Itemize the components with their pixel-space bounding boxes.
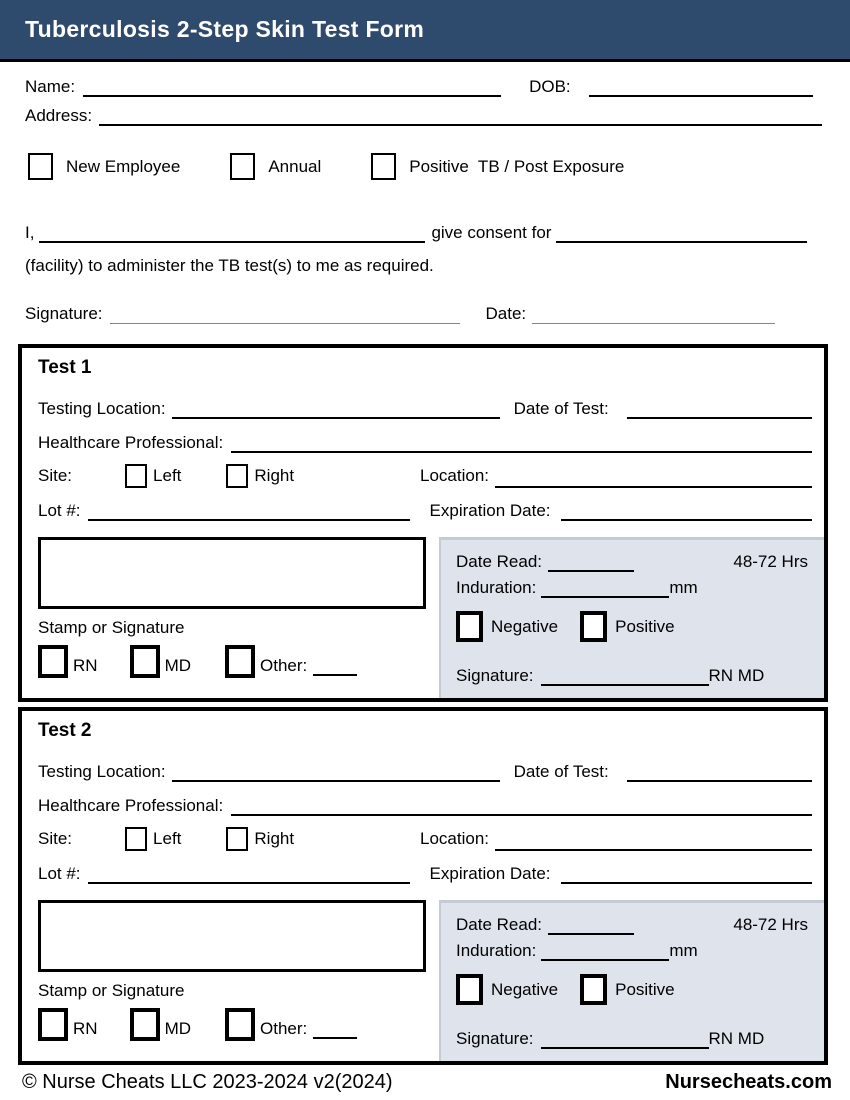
- test-1-date-of-test-line[interactable]: [627, 401, 812, 419]
- test-2-read-panel: [439, 900, 824, 1061]
- test-2-site-group: [38, 827, 420, 851]
- expiration-date-label: Expiration Date:: [429, 501, 551, 520]
- lot-number-label: Lot #:: [38, 501, 81, 520]
- test-2-testing-location-line[interactable]: [172, 764, 500, 782]
- test-1-expiration-date-line[interactable]: [561, 503, 813, 521]
- test-2-healthcare-professional-line[interactable]: [231, 798, 812, 816]
- reason-new-employee: [28, 153, 180, 180]
- test-2-testing-location-row: [22, 762, 824, 782]
- test-2-induration-row: [456, 941, 812, 961]
- test-1-negative-checkbox[interactable]: [456, 611, 483, 642]
- test-1-lot-row: [22, 501, 824, 521]
- positive-tb-checkbox[interactable]: [371, 153, 396, 180]
- test-2-date-of-test-line[interactable]: [627, 764, 812, 782]
- test-1-induration-row: [456, 578, 812, 598]
- test-1-testing-location-line[interactable]: [172, 401, 500, 419]
- footer: [0, 1071, 850, 1094]
- test-2-date-read-line[interactable]: [548, 920, 634, 935]
- name-input-line[interactable]: [83, 79, 501, 97]
- date-read-label: Date Read:: [456, 915, 542, 934]
- test-1-site-left-checkbox[interactable]: [125, 464, 147, 488]
- dob-input-line[interactable]: [589, 79, 813, 97]
- test-2-md-checkbox[interactable]: [130, 1008, 160, 1041]
- testing-location-label: Testing Location:: [38, 762, 166, 781]
- test-2-site-left-checkbox[interactable]: [125, 827, 147, 851]
- test-1-result-row: [456, 611, 812, 642]
- new-employee-label: New Employee: [66, 156, 181, 176]
- site-left-label: Left: [153, 466, 182, 485]
- date-of-test-label: Date of Test:: [513, 762, 609, 781]
- test-2-lot-row: [22, 864, 824, 884]
- md-label: MD: [164, 656, 192, 675]
- negative-label: Negative: [491, 979, 559, 999]
- read-window-label: 48-72 Hrs: [733, 552, 808, 571]
- signature-date-row: [0, 304, 850, 324]
- test-1-lot-line[interactable]: [88, 503, 410, 521]
- signature-input-line[interactable]: [110, 306, 460, 324]
- test-1-title: Test 1: [38, 357, 92, 378]
- site-label: Site:: [38, 829, 73, 848]
- test-1-site-group: [38, 464, 420, 488]
- test-1-stamp-column: [22, 537, 439, 698]
- test-1-testing-location-row: [22, 399, 824, 419]
- test-1-site-right-checkbox[interactable]: [226, 464, 248, 488]
- positive-tb-label: Positive TB / Post Exposure: [409, 156, 625, 176]
- test-2-induration-line[interactable]: [541, 946, 669, 961]
- name-label: Name:: [25, 77, 76, 96]
- test-2-section: [18, 707, 828, 1065]
- form-title: Tuberculosis 2-Step Skin Test Form: [25, 16, 425, 42]
- test-1-healthcare-professional-row: [22, 433, 824, 453]
- induration-label: Induration:: [456, 941, 537, 960]
- expiration-date-label: Expiration Date:: [429, 864, 551, 883]
- reader-signature-label: Signature:: [456, 666, 534, 685]
- consent-prefix: I,: [25, 223, 35, 242]
- test-2-rn-checkbox[interactable]: [38, 1008, 68, 1041]
- reason-annual: [230, 153, 321, 180]
- rn-label: RN: [73, 1019, 98, 1038]
- date-label: Date:: [485, 304, 527, 323]
- test-1-section: [18, 344, 828, 702]
- test-2-title: Test 2: [38, 720, 92, 741]
- healthcare-professional-label: Healthcare Professional:: [38, 796, 224, 815]
- copyright-text: © Nurse Cheats LLC 2023-2024 v2(2024): [22, 1071, 393, 1093]
- test-1-location-line[interactable]: [495, 470, 812, 488]
- healthcare-professional-label: Healthcare Professional:: [38, 433, 224, 452]
- test-2-site-row: [22, 827, 824, 851]
- annual-checkbox[interactable]: [230, 153, 255, 180]
- mm-suffix-label: mm: [669, 941, 698, 960]
- location-label: Location:: [420, 466, 489, 485]
- test-1-date-read-line[interactable]: [548, 557, 634, 572]
- facility-text-row: [0, 256, 850, 276]
- name-dob-row: [0, 77, 850, 97]
- test-1-healthcare-professional-line[interactable]: [231, 435, 812, 453]
- date-read-label: Date Read:: [456, 552, 542, 571]
- annual-label: Annual: [268, 156, 322, 176]
- test-1-other-checkbox[interactable]: [225, 645, 255, 678]
- date-input-line[interactable]: [532, 306, 775, 324]
- test-1-rn-checkbox[interactable]: [38, 645, 68, 678]
- address-row: [0, 106, 850, 126]
- other-label: Other:: [260, 656, 308, 675]
- test-1-other-line[interactable]: [313, 662, 357, 676]
- other-label: Other:: [260, 1019, 308, 1038]
- test-2-negative-checkbox[interactable]: [456, 974, 483, 1005]
- test-1-date-read-row: [456, 552, 812, 572]
- md-label: MD: [164, 1019, 192, 1038]
- rn-md-label: RN MD: [708, 1029, 765, 1048]
- consent-row: [0, 223, 850, 243]
- reason-checkbox-row: [28, 153, 850, 180]
- new-employee-checkbox[interactable]: [28, 153, 53, 180]
- facility-text: (facility) to administer the TB test(s) to me as required.: [25, 256, 434, 275]
- positive-label: Positive: [615, 616, 675, 636]
- consent-middle-text: give consent for: [431, 223, 552, 242]
- test-1-positive-checkbox[interactable]: [580, 611, 607, 642]
- signature-label: Signature:: [25, 304, 103, 323]
- consent-name-line[interactable]: [39, 225, 425, 243]
- site-label: Site:: [38, 466, 73, 485]
- read-window-label: 48-72 Hrs: [733, 915, 808, 934]
- location-label: Location:: [420, 829, 489, 848]
- test-2-other-line[interactable]: [313, 1025, 357, 1039]
- test-1-credential-row: [38, 645, 439, 678]
- site-right-label: Right: [254, 829, 295, 848]
- stamp-or-signature-label: Stamp or Signature: [38, 618, 185, 637]
- address-label: Address:: [25, 106, 93, 125]
- consent-facility-line[interactable]: [556, 225, 807, 243]
- positive-label: Positive: [615, 979, 675, 999]
- test-2-site-right-checkbox[interactable]: [226, 827, 248, 851]
- test-2-lot-line[interactable]: [88, 866, 410, 884]
- test-2-healthcare-professional-row: [22, 796, 824, 816]
- test-1-bottom-section: [22, 537, 824, 698]
- test-1-site-row: [22, 464, 824, 488]
- test-2-credential-row: [38, 1008, 439, 1041]
- test-2-expiration-date-line[interactable]: [561, 866, 813, 884]
- site-right-label: Right: [254, 466, 295, 485]
- test-1-read-panel: [439, 537, 824, 698]
- site-left-label: Left: [153, 829, 182, 848]
- stamp-or-signature-label: Stamp or Signature: [38, 981, 185, 1000]
- rn-label: RN: [73, 656, 98, 675]
- test-2-stamp-box[interactable]: [38, 900, 426, 972]
- test-1-induration-line[interactable]: [541, 583, 669, 598]
- rn-md-label: RN MD: [708, 666, 765, 685]
- test-2-reader-signature-row: [456, 1029, 812, 1053]
- negative-label: Negative: [491, 616, 559, 636]
- test-2-stamp-column: [22, 900, 439, 1061]
- website-text: Nursecheats.com: [665, 1071, 832, 1093]
- test-2-reader-signature-line[interactable]: [541, 1034, 709, 1049]
- test-2-location-line[interactable]: [495, 833, 812, 851]
- testing-location-label: Testing Location:: [38, 399, 166, 418]
- dob-label: DOB:: [529, 77, 571, 96]
- test-1-stamp-box[interactable]: [38, 537, 426, 609]
- test-2-bottom-section: [22, 900, 824, 1061]
- test-2-positive-checkbox[interactable]: [580, 974, 607, 1005]
- date-of-test-label: Date of Test:: [513, 399, 609, 418]
- reason-positive-tb: [371, 153, 624, 180]
- lot-number-label: Lot #:: [38, 864, 81, 883]
- reader-signature-label: Signature:: [456, 1029, 534, 1048]
- test-2-date-read-row: [456, 915, 812, 935]
- induration-label: Induration:: [456, 578, 537, 597]
- mm-suffix-label: mm: [669, 578, 698, 597]
- address-input-line[interactable]: [99, 108, 822, 126]
- test-2-other-checkbox[interactable]: [225, 1008, 255, 1041]
- test-1-reader-signature-line[interactable]: [541, 671, 709, 686]
- test-1-md-checkbox[interactable]: [130, 645, 160, 678]
- test-2-result-row: [456, 974, 812, 1005]
- form-header: [0, 0, 850, 62]
- test-1-reader-signature-row: [456, 666, 812, 690]
